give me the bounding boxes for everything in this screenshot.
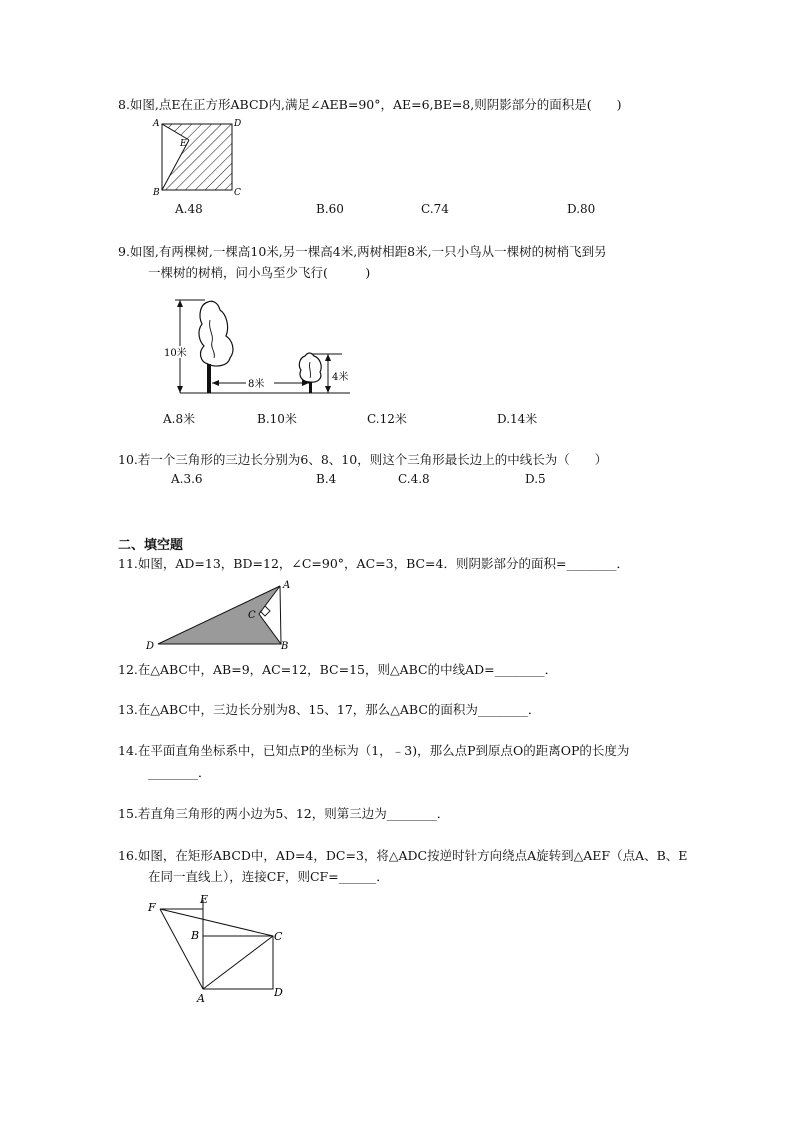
question-9-line-1: 9.如图,有两棵树,一棵高10米,另一棵高4米,两树相距8米,一只小鸟从一棵树的树梢飞到另 — [118, 244, 607, 259]
q16-label-b: B — [191, 929, 200, 942]
q16-label-d: D — [274, 986, 283, 999]
q10-option-d: D.5 — [525, 472, 546, 486]
question-8-text: 8.如图,点E在正方形ABCD内,满足∠AEB=90°，AE=6,BE=8,则阴影部分的面积是( ) — [118, 97, 622, 112]
question-13-text: 13.在△ABC中，三边长分别为8、15、17，那么△ABC的面积为________． — [118, 702, 541, 717]
question-14-line-2: ________． — [148, 765, 211, 780]
q8-square-figure — [150, 116, 245, 198]
question-10-text: 10.若一个三角形的三边长分别为6、8、10，则这个三角形最长边上的中线长为（ ） — [118, 452, 608, 467]
q8-option-a: A.48 — [175, 202, 203, 216]
q9-label-short: 4米 — [332, 372, 349, 383]
question-12-text: 12.在△ABC中，AB=9，AC=12，BC=15，则△ABC的中线AD=________． — [118, 662, 558, 677]
question-11-text: 11.如图，AD=13，BD=12，∠C=90°，AC=3，BC=4．则阴影部分的面积=________． — [118, 556, 629, 571]
q16-rectangle-figure — [140, 892, 300, 1007]
q8-label-c: C — [234, 188, 241, 198]
q8-label-b: B — [153, 188, 160, 198]
q9-label-gap: 8米 — [248, 379, 265, 390]
q16-label-a: A — [197, 992, 205, 1005]
q16-label-c: C — [274, 930, 283, 943]
q9-option-c: C.12米 — [367, 412, 407, 426]
section-fill-in-heading: 二、填空题 — [118, 538, 184, 553]
q9-trees-figure — [160, 290, 360, 400]
q8-label-d: D — [234, 119, 242, 129]
q10-option-a: A.3.6 — [171, 472, 203, 486]
question-16-line-1: 16.如图，在矩形ABCD中，AD=4，DC=3，将△ADC按逆时针方向绕点A旋转到△AEF（点A、B、E — [118, 848, 688, 863]
q9-option-b: B.10米 — [257, 412, 297, 426]
q8-option-d: D.80 — [567, 202, 596, 216]
question-14-line-1: 14.在平面直角坐标系中，已知点P的坐标为（1，﹣3)，那么点P到原点O的距离OP的长度为 — [118, 743, 630, 758]
question-9-line-2: 一棵树的树梢，问小鸟至少飞行( ) — [148, 265, 371, 280]
question-16-line-2: 在同一直线上），连接CF，则CF=______． — [148, 869, 389, 884]
q11-label-b: B — [281, 641, 289, 652]
question-15-text: 15.若直角三角形的两小边为5、12，则第三边为________． — [118, 806, 450, 821]
q11-label-a: A — [283, 580, 291, 591]
q10-option-c: C.4.8 — [398, 472, 430, 486]
q8-label-e: E — [180, 139, 187, 149]
q8-option-c: C.74 — [421, 202, 449, 216]
q11-triangle-figure — [140, 578, 300, 654]
q9-label-tall: 10米 — [164, 348, 187, 359]
q9-option-a: A.8米 — [163, 412, 196, 426]
q16-label-e: E — [200, 893, 209, 906]
q11-label-d: D — [146, 641, 155, 652]
q16-label-f: F — [148, 901, 156, 914]
q8-option-b: B.60 — [316, 202, 344, 216]
q10-option-b: B.4 — [316, 472, 337, 486]
q8-label-a: A — [153, 119, 160, 129]
q11-label-c: C — [248, 610, 256, 621]
q9-option-d: D.14米 — [497, 412, 538, 426]
